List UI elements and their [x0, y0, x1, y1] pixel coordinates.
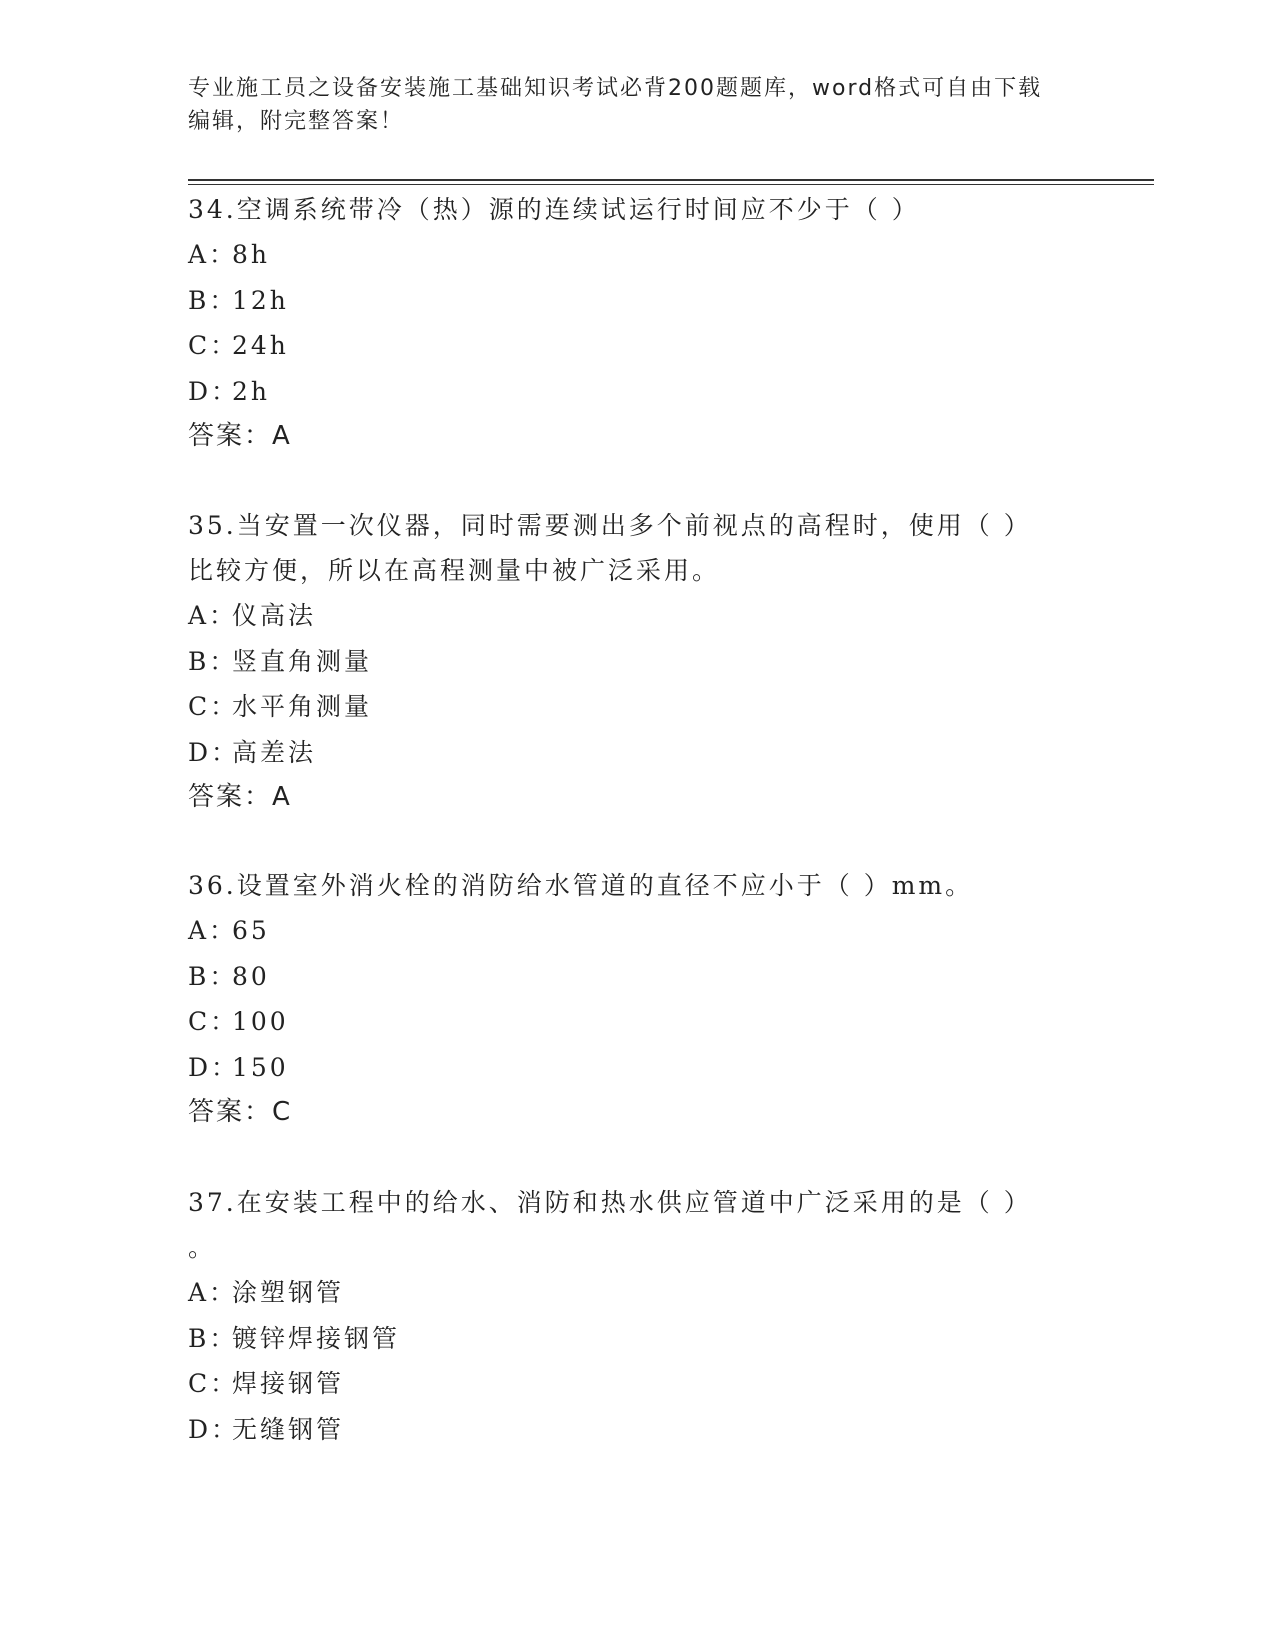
- option-key: D：: [188, 1052, 240, 1082]
- option-text: 水平角测量: [232, 692, 373, 721]
- option-b: [188, 954, 1068, 1000]
- option-text: 竖直角测量: [232, 646, 373, 676]
- option-key: B：: [188, 1323, 238, 1353]
- option-key: B：: [188, 961, 238, 991]
- option-text: 无缝钢管: [232, 1414, 345, 1444]
- question-35: [188, 503, 1068, 820]
- option-d: [188, 1045, 1068, 1091]
- option-key: D：: [188, 737, 240, 767]
- option-key: A：: [188, 1278, 238, 1307]
- question-37: [188, 1180, 1068, 1452]
- option-a: [188, 908, 1068, 954]
- option-text: 8h: [232, 240, 271, 269]
- answer-line: 答案：C: [188, 1097, 293, 1127]
- option-key: A：: [188, 240, 238, 269]
- question-36: [188, 863, 1068, 1135]
- option-key: D：: [188, 1414, 240, 1444]
- question-text: 35.当安置一次仪器，同时需要测出多个前视点的高程时，使用（ ）: [188, 511, 1032, 540]
- option-key: C：: [188, 1369, 239, 1398]
- option-text: 100: [232, 1007, 289, 1036]
- option-text: 65: [232, 916, 270, 945]
- question-text: 34.空调系统带冷（热）源的连续试运行时间应不少于（ ）: [188, 195, 920, 224]
- option-text: 150: [232, 1052, 289, 1082]
- option-c: [188, 323, 1068, 369]
- option-key: A：: [188, 601, 238, 630]
- option-text: 焊接钢管: [232, 1369, 345, 1398]
- question-text: 37.在安装工程中的给水、消防和热水供应管道中广泛采用的是（ ）: [188, 1188, 1032, 1217]
- question-text-continued: 比较方便，所以在高程测量中被广泛采用。: [188, 556, 721, 585]
- option-text: 高差法: [232, 737, 317, 767]
- option-text: 仪高法: [232, 601, 317, 630]
- option-key: C：: [188, 331, 239, 360]
- option-key: C：: [188, 1007, 239, 1036]
- option-d: [188, 730, 1068, 776]
- header-line-2: 编辑，附完整答案！: [188, 109, 405, 134]
- option-key: A：: [188, 916, 238, 945]
- option-text: 12h: [232, 285, 289, 315]
- option-key: B：: [188, 285, 238, 315]
- document-header: [188, 72, 1068, 138]
- option-text: 24h: [232, 331, 289, 360]
- option-b: [188, 639, 1068, 685]
- question-text: 36.设置室外消火栓的消防给水管道的直径不应小于（ ）mm。: [188, 871, 974, 900]
- header-divider-thin: [188, 184, 1154, 185]
- option-c: [188, 1361, 1068, 1407]
- question-34: [188, 187, 1068, 459]
- question-text-continued: 。: [188, 1233, 217, 1262]
- option-text: 2h: [232, 376, 271, 406]
- option-text: 涂塑钢管: [232, 1278, 345, 1307]
- option-b: [188, 1316, 1068, 1362]
- header-divider-thick: [188, 179, 1154, 181]
- option-key: B：: [188, 646, 238, 676]
- header-line-1: 专业施工员之设备安装施工基础知识考试必背200题题库，word格式可自由下载: [188, 76, 1043, 101]
- option-key: C：: [188, 692, 239, 721]
- option-text: 80: [232, 961, 270, 991]
- answer-line: 答案：A: [188, 421, 292, 451]
- option-b: [188, 278, 1068, 324]
- option-a: [188, 1270, 1068, 1316]
- option-a: [188, 232, 1068, 278]
- option-key: D：: [188, 376, 240, 406]
- option-c: [188, 999, 1068, 1045]
- option-a: [188, 593, 1068, 639]
- answer-line: 答案：A: [188, 782, 292, 812]
- option-text: 镀锌焊接钢管: [232, 1323, 401, 1353]
- option-c: [188, 684, 1068, 730]
- option-d: [188, 1407, 1068, 1453]
- option-d: [188, 369, 1068, 415]
